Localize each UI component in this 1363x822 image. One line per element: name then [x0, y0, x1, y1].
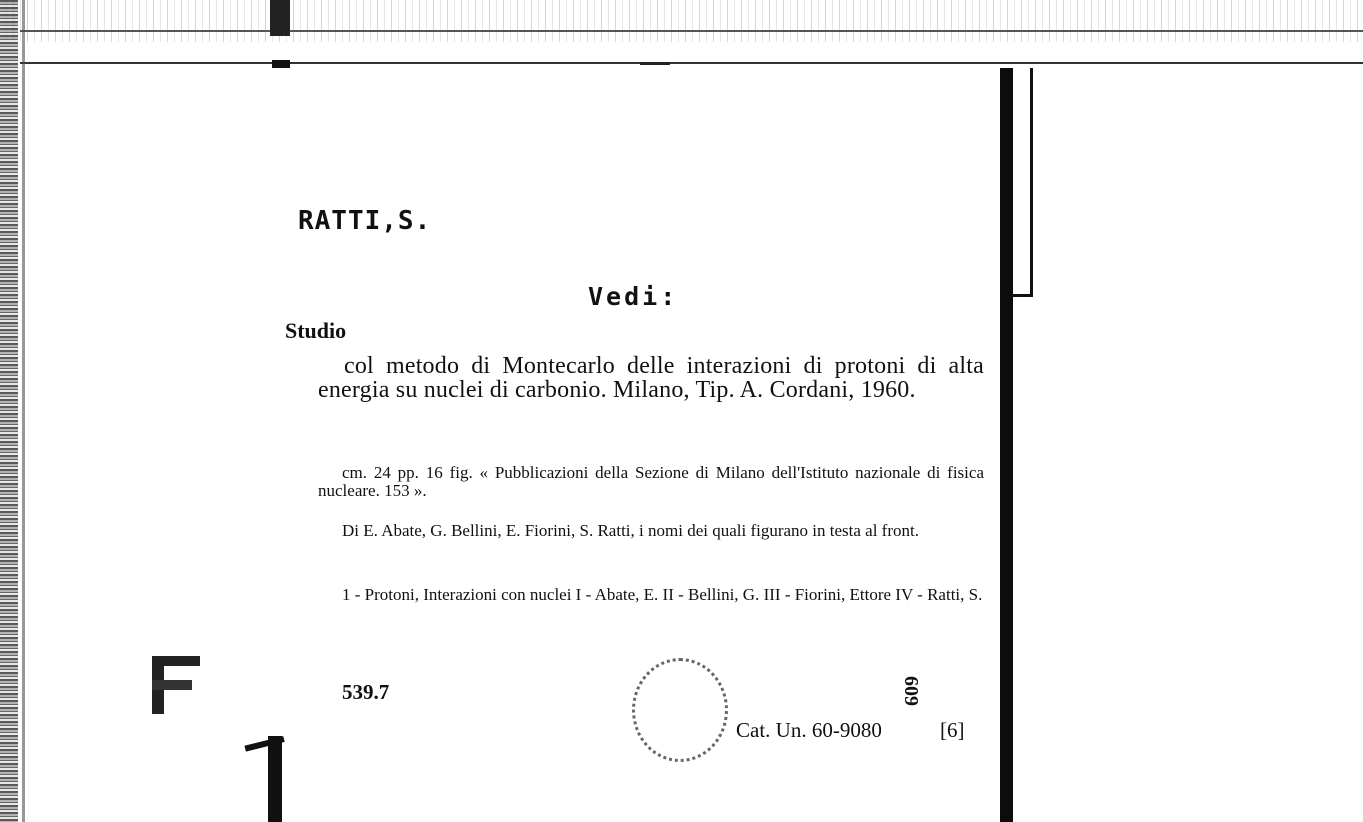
classification-number: 539.7 — [342, 680, 390, 704]
card-divider-stub — [268, 736, 282, 822]
vertical-mark: 609 — [900, 676, 922, 706]
scan-line — [20, 30, 1363, 32]
catalog-number: Cat. Un. 60-9080 — [736, 718, 882, 742]
physical-description: cm. 24 pp. 16 fig. « Pubblicazioni della Sezione di Milano dell'Istituto nazionale di fisica nucleare. 153 ». — [318, 463, 984, 500]
scan-left-rule — [22, 0, 25, 822]
author-heading: RATTI,S. — [298, 206, 432, 236]
title-first-word: Studio — [285, 318, 347, 343]
scan-top-strip — [0, 0, 1363, 42]
authors-note: Di E. Abate, G. Bellini, E. Fiorini, S. Ratti, i nomi dei quali figurano in testa al front. — [342, 521, 919, 540]
library-stamp — [632, 658, 728, 762]
card-clip-base — [272, 60, 290, 68]
see-reference-label: Vedi: — [588, 282, 679, 311]
card-sequence: [6] — [940, 718, 965, 742]
scan-left-edge — [0, 0, 18, 822]
card-clip — [270, 0, 290, 36]
title-statement: col metodo di Montecarlo delle interazioni di protoni di alta energia su nuclei di carbonio. Milano, Tip. A. Cordani, 1960. — [318, 353, 984, 403]
card-top-edge — [20, 62, 1363, 64]
subject-tracings: 1 - Protoni, Interazioni con nuclei I - Abate, E. II - Bellini, G. III - Fiorini, Ettore IV - Ratti, S. — [342, 585, 983, 604]
card-notch — [640, 62, 670, 65]
card-right-tab — [1012, 68, 1033, 297]
drawer-tag — [152, 656, 200, 714]
